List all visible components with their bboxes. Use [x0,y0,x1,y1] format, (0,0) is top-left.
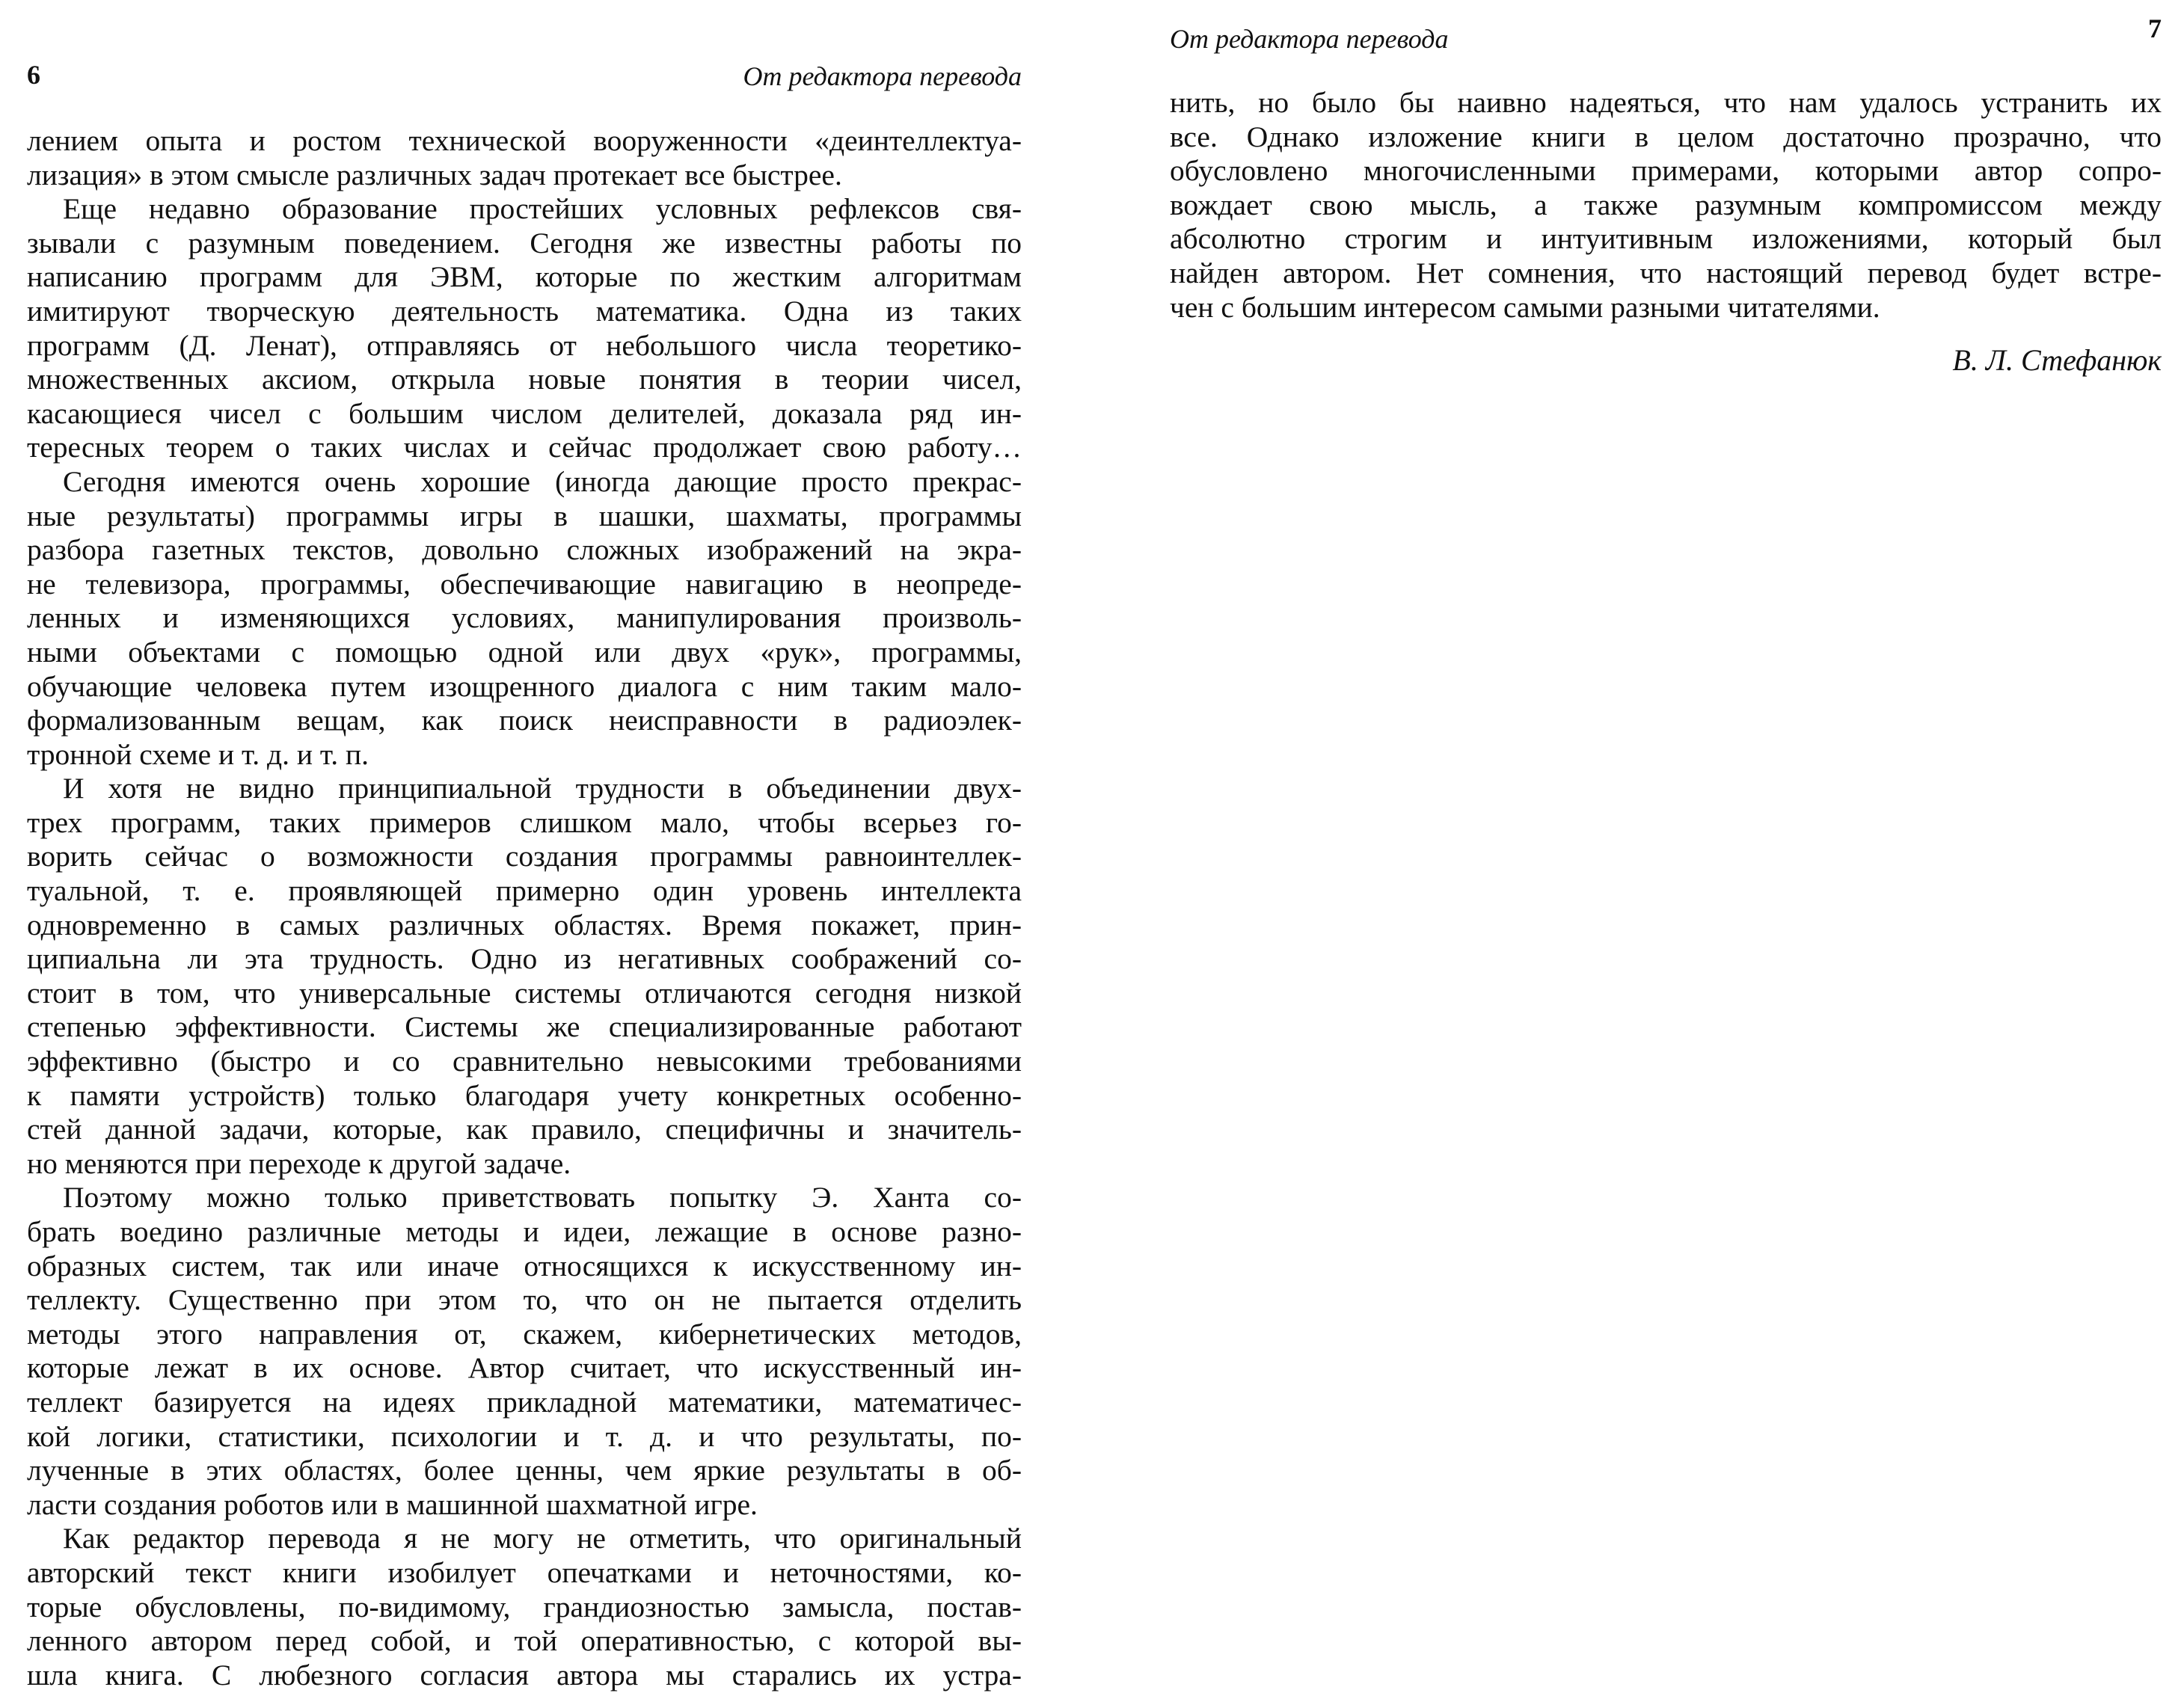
text-line: лизация» в этом смысле различных задач протекает все быстрее. [27,158,842,191]
text-line: теллекту. Существенно при этом то, что он не пытается отделить [27,1283,1022,1317]
text-line: туальной, т. е. проявляющей примерно один уровень интеллекта [27,874,1022,908]
text-line: найден автором. Нет сомнения, что настоящий перевод будет встре- [1170,256,2162,289]
text-line: множественных аксиом, открыла новые понятия в теории чисел, [27,363,1022,396]
text-line: авторский текст книги изобилует опечатками и неточностями, ко- [27,1555,1022,1589]
text-line: которые лежат в их основе. Автор считает, что искусственный ин- [27,1351,1022,1385]
text-line: не телевизора, программы, обеспечивающие навигацию в неопреде- [27,567,1022,600]
text-line: теллект базируется на идеях прикладной математики, математичес- [27,1385,1022,1419]
page-number: 6 [27,60,40,90]
text-line: имитируют творческую деятельность математика. Одна из таких [27,294,1022,328]
text-line: к памяти устройств) только благодаря учету конкретных особенно- [27,1078,1022,1112]
text-line: ленного автором перед собой, и той оперативностью, с которой вы- [27,1624,1022,1658]
text-line: одновременно в самых различных областях. Время покажет, прин- [27,908,1022,941]
text-line: эффективно (быстро и со сравнительно невысокими требованиями [27,1045,1022,1078]
text-line: касающиеся чисел с большим числом делителей, доказала ряд ин- [27,396,1022,430]
text-line: абсолютно строгим и интуитивным изложениями, который был [1170,222,2162,256]
text-line: разбора газетных текстов, довольно сложных изображений на экра- [27,533,1022,567]
text-line: ципиальна ли эта трудность. Одно из негативных соображений со- [27,942,1022,976]
text-line: И хотя не видно принципиальной трудности в объединении двух- [63,772,1022,805]
page-number: 7 [2148,13,2162,43]
text-line: лением опыта и ростом технической вооруженности «деинтеллектуа- [27,124,1022,157]
body-text [1170,86,2162,325]
text-line: кой логики, статистики, психологии и т. д. и что результаты, по- [27,1419,1022,1453]
text-line: Еще недавно образование простейших условных рефлексов свя- [63,192,1022,226]
text-line: ворить сейчас о возможности создания программы равноинтеллек- [27,840,1022,873]
text-line: Поэтому можно только приветствовать попытку Э. Ханта со- [63,1181,1022,1214]
text-line: стей данной задачи, которые, как правило, специфичны и значитель- [27,1113,1022,1146]
text-line: программ (Д. Ленат), отправляясь от небольшого числа теоретико- [27,328,1022,362]
text-line: но меняются при переходе к другой задаче. [27,1146,571,1180]
text-line: методы этого направления от, скажем, кибернетических методов, [27,1317,1022,1351]
text-line: ласти создания роботов или в машинной шахматной игре. [27,1487,758,1521]
text-line: ленных и изменяющихся условиях, манипулирования произволь- [27,601,1022,635]
text-line: ными объектами с помощью одной или двух «рук», программы, [27,635,1022,669]
text-line: трех программ, таких примеров слишком мало, чтобы всерьез го- [27,805,1022,839]
text-line: формализованным вещам, как поиск неисправности в радиоэлек- [27,704,1022,737]
text-line: вождает свою мысль, а также разумным компромиссом между [1170,188,2162,221]
text-line: Сегодня имеются очень хорошие (иногда дающие просто прекрас- [63,464,1022,498]
text-line: торые обусловлены, по-видимому, грандиозностью замысла, постав- [27,1590,1022,1623]
text-line: тронной схеме и т. д. и т. п. [27,737,369,771]
text-line: зывали с разумным поведением. Сегодня же известны работы по [27,226,1022,259]
text-line: все. Однако изложение книги в целом достаточно прозрачно, что [1170,120,2162,153]
text-line: обусловлено многочисленными примерами, которыми автор сопро- [1170,154,2162,188]
text-line: тересных теорем о таких числах и сейчас продолжает свою работу… [27,431,1022,464]
text-line: Как редактор перевода я не могу не отметить, что оригинальный [63,1522,1022,1555]
text-line: написанию программ для ЭВМ, которые по жестким алгоритмам [27,260,1022,294]
body-text [27,124,1022,1692]
running-head: От редактора перевода [1170,24,1449,54]
signature: В. Л. Стефанюк [1952,343,2162,377]
text-line: стоит в том, что универсальные системы отличаются сегодня низкой [27,976,1022,1010]
text-line: обучающие человека путем изощренного диалога с ним таким мало- [27,669,1022,703]
running-head: От редактора перевода [743,61,1022,91]
text-line: брать воедино различные методы и идеи, лежащие в основе разно- [27,1215,1022,1248]
text-line: чен с большим интересом самыми разными читателями. [1170,290,1880,324]
text-line: шла книга. С любезного согласия автора мы старались их устра- [27,1658,1022,1692]
text-line: нить, но было бы наивно надеяться, что нам удалось устранить их [1170,86,2162,119]
text-line: степенью эффективности. Системы же специализированные работают [27,1010,1022,1044]
text-line: образных систем, так или иначе относящихся к искусственному ин- [27,1249,1022,1282]
text-line: ные результаты) программы игры в шашки, шахматы, программы [27,499,1022,532]
text-line: лученные в этих областях, более ценны, чем яркие результаты в об- [27,1454,1022,1487]
